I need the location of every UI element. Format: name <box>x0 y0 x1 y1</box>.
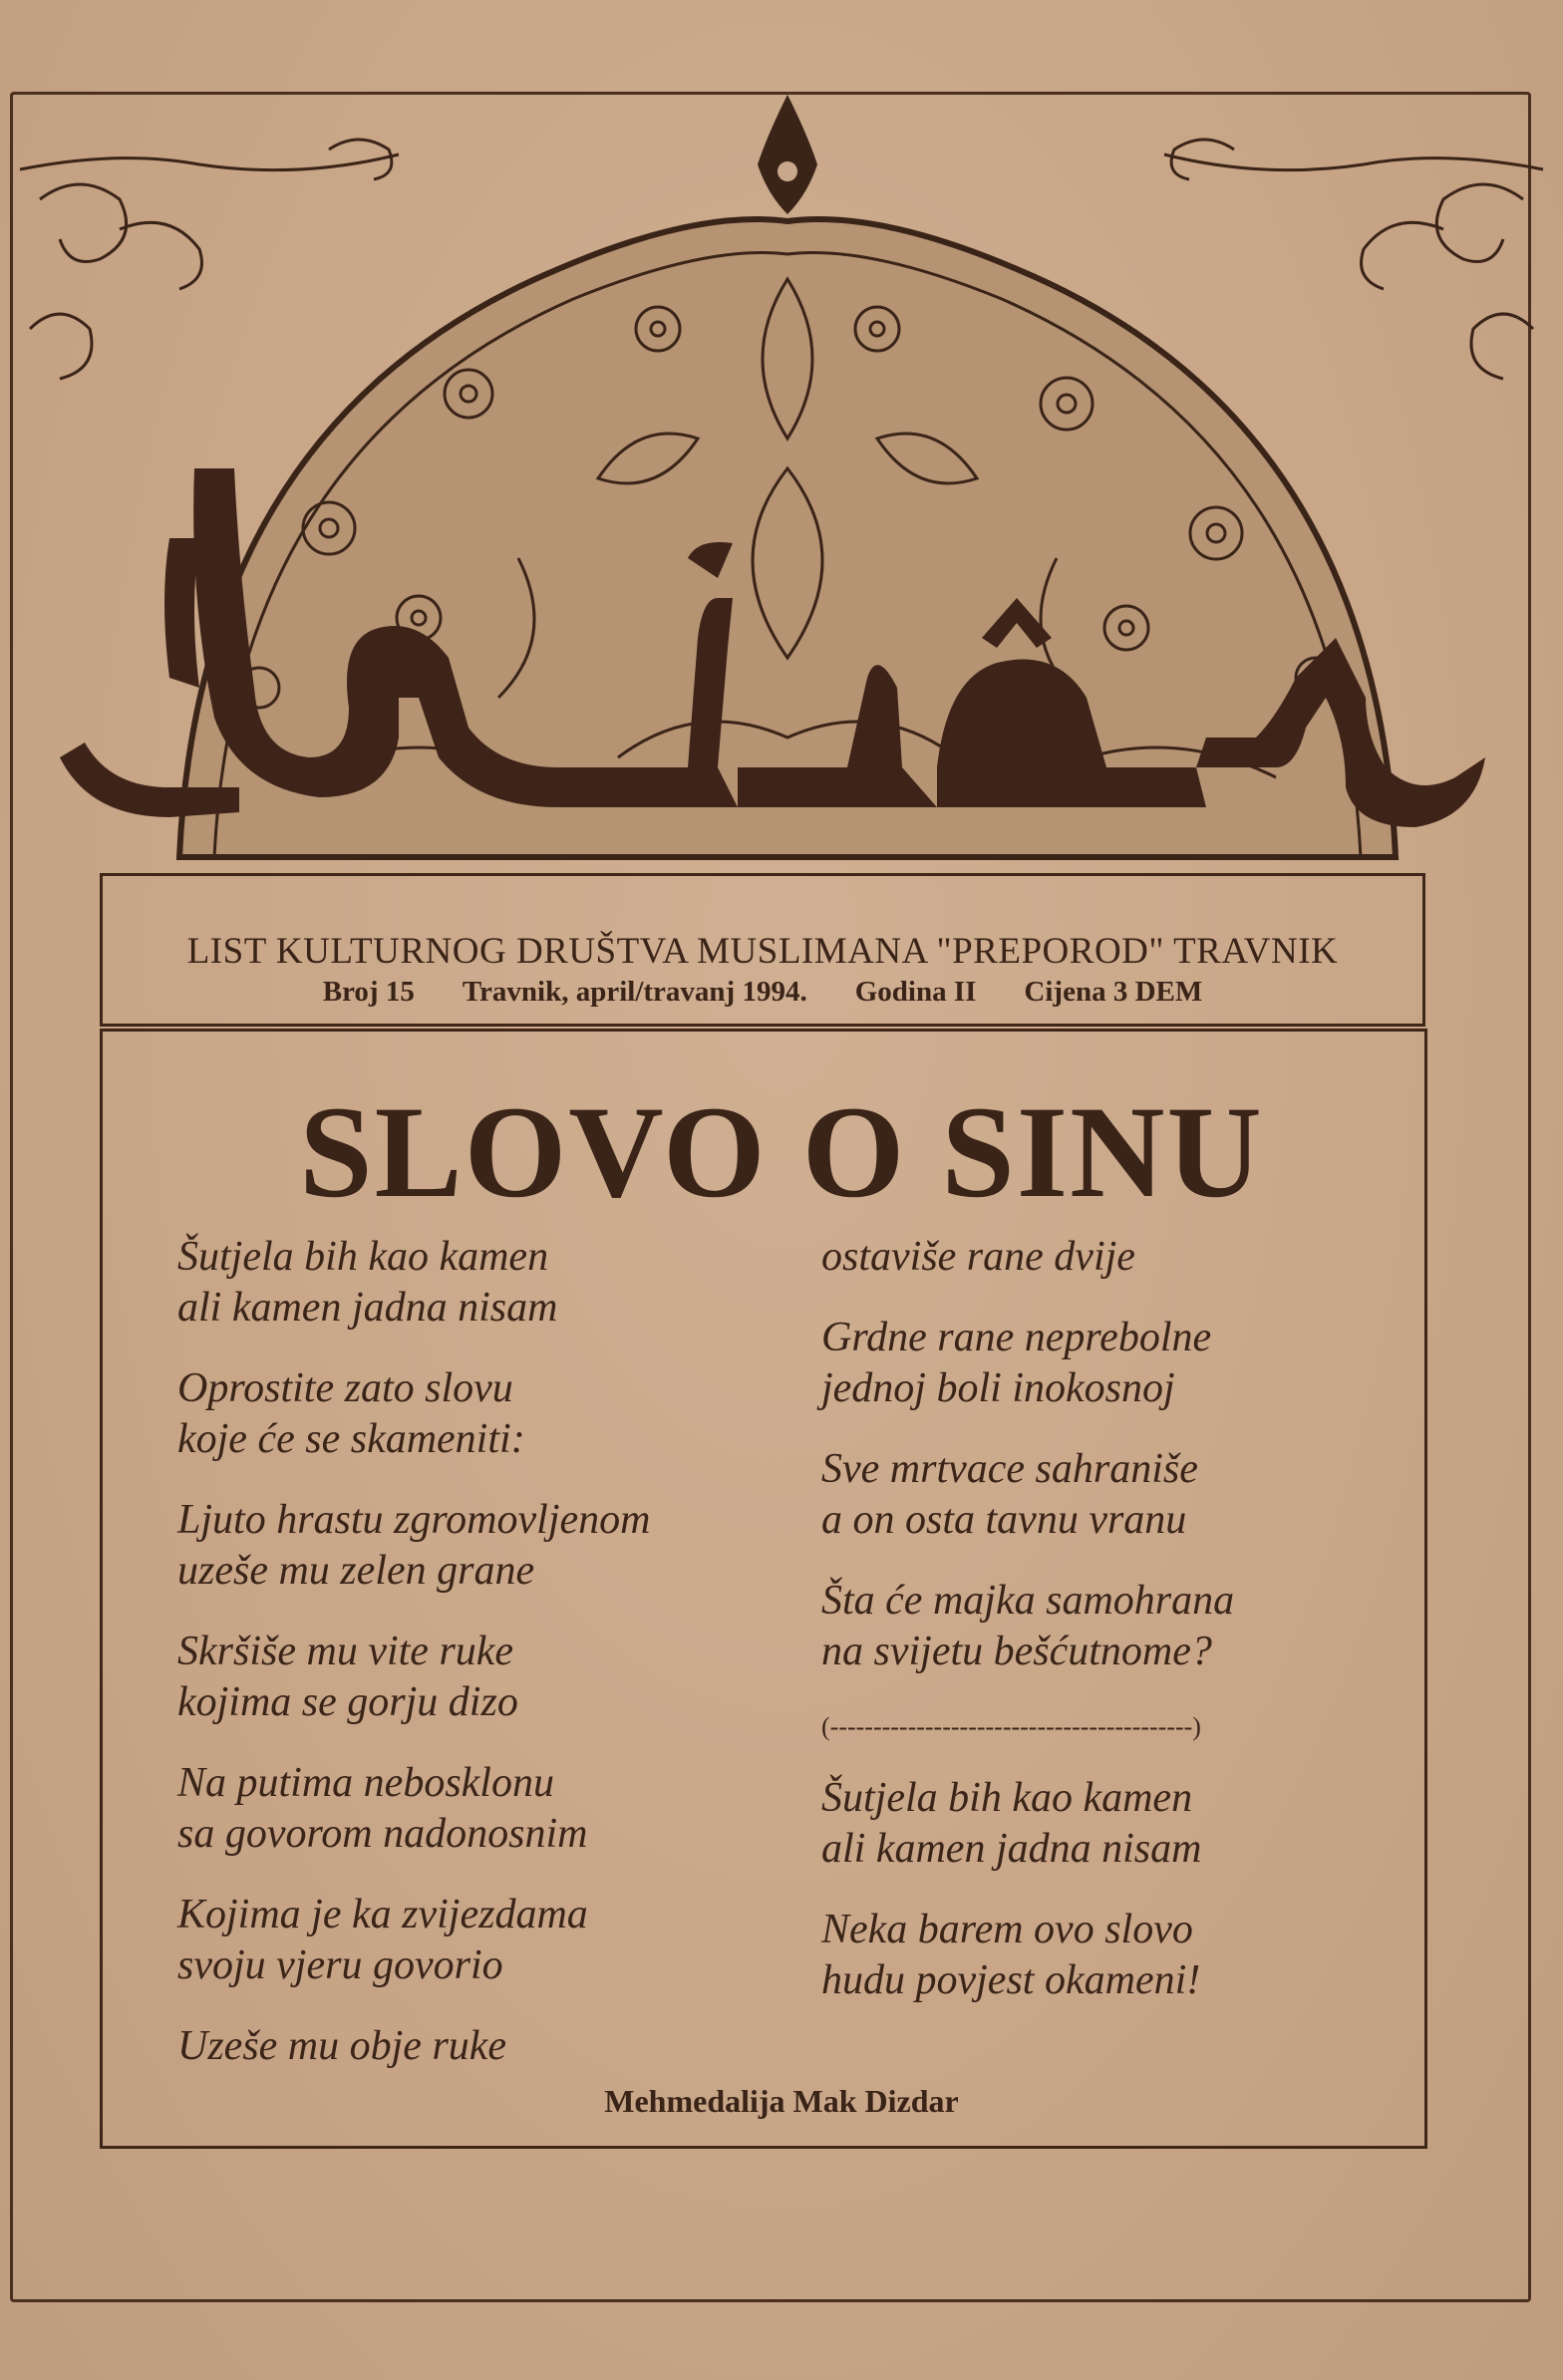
poem-left-column <box>177 1232 776 2102</box>
poem-line: hudu povjest okameni! <box>821 1957 1201 2003</box>
poem-line: Šutjela bih kao kamen <box>821 1775 1193 1821</box>
poem-right-column <box>821 1232 1380 2036</box>
poem-line: jednoj boli inokosnoj <box>821 1365 1175 1411</box>
stanza <box>177 1890 776 1991</box>
stanza <box>821 1444 1380 1546</box>
stanza <box>821 1313 1380 1414</box>
poem-line: Neka barem ovo slovo <box>821 1907 1193 1952</box>
poem-separator: (------------------------------------------) <box>821 1712 1201 1741</box>
poem-line: Na putima nebosklonu <box>177 1760 554 1806</box>
poem-line: Šta će majka samohrana <box>821 1578 1235 1624</box>
corner-scroll-left <box>20 140 399 379</box>
poem-line: Šutjela bih kao kamen <box>177 1234 549 1280</box>
corner-scroll-right <box>1164 140 1543 379</box>
stanza <box>177 2021 776 2072</box>
poem-line: kojima se gorju dizo <box>177 1679 518 1725</box>
price: Cijena 3 DEM <box>1024 976 1203 1008</box>
stanza <box>177 1627 776 1728</box>
poem-line: uzeše mu zelen grane <box>177 1548 535 1594</box>
stanza <box>821 1232 1380 1283</box>
masthead-subtitle: LIST KULTURNOG DRUŠTVA MUSLIMANA "PREPOROD" TRAVNIK <box>186 931 1339 972</box>
poem-line: na svijetu bešćutnome? <box>821 1629 1212 1674</box>
poem-line: sa govorom nadonosnim <box>177 1811 588 1857</box>
stanza <box>177 1758 776 1860</box>
poem-line: ali kamen jadna nisam <box>177 1285 558 1331</box>
stanza <box>821 1905 1380 2006</box>
place-date: Travnik, april/travanj 1994. <box>462 976 807 1008</box>
volume-year: Godina II <box>854 976 977 1008</box>
stanza <box>821 1773 1380 1875</box>
poem-line: Oprostite zato slovu <box>177 1365 513 1411</box>
right-stanzas-b <box>821 1773 1380 2006</box>
stanza <box>177 1363 776 1465</box>
poem-line: Grdne rane neprebolne <box>821 1315 1212 1360</box>
poem-line: svoju vjeru govorio <box>177 1942 503 1988</box>
poem-line: a on osta tavnu vranu <box>821 1497 1187 1543</box>
masthead-box <box>100 873 1425 1027</box>
poem-line: Uzeše mu obje ruke <box>177 2023 507 2069</box>
masthead-info <box>103 976 1422 1009</box>
stanza <box>821 1576 1380 1677</box>
poem-line: koje će se skameniti: <box>177 1416 525 1462</box>
right-stanzas-a <box>821 1232 1380 1677</box>
poem-line: Sve mrtvace sahraniše <box>821 1446 1198 1492</box>
poem-line: ali kamen jadna nisam <box>821 1826 1202 1872</box>
stanza <box>177 1232 776 1334</box>
poem-line: Kojima je ka zvijezdama <box>177 1892 588 1937</box>
poem-line: ostaviše rane dvije <box>821 1234 1135 1280</box>
stanza <box>177 1495 776 1597</box>
issue-number: Broj 15 <box>322 976 415 1008</box>
poem-line: Skršiše mu vite ruke <box>177 1629 514 1674</box>
poem-author: Mehmedalija Mak Dizdar <box>604 2083 959 2119</box>
poem-line: Ljuto hrastu zgromovljenom <box>177 1497 651 1543</box>
masthead-illustration <box>0 0 1563 877</box>
poem-title: SLOVO O SINU <box>299 1078 1264 1225</box>
